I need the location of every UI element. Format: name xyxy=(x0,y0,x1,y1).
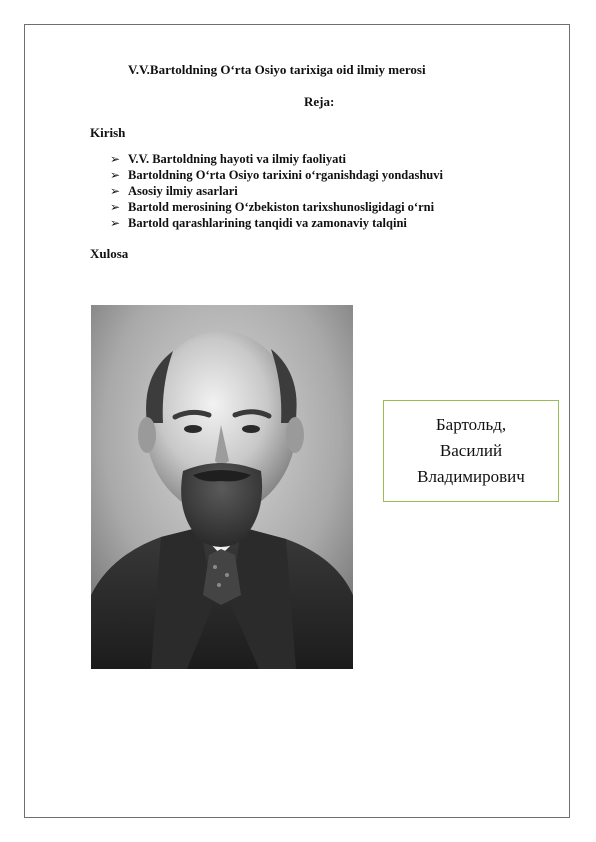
caption-patronymic: Владимирович xyxy=(417,467,525,486)
caption-first-name: Василий xyxy=(439,441,503,460)
plan-item-text: Asosiy ilmiy asarlari xyxy=(128,183,238,198)
plan-item-text: Bartold merosining O‘zbekiston tarixshunosligidagi o‘rni xyxy=(128,199,435,214)
plan-item-text: Bartoldning O‘rta Osiyo tarixini o‘rganishdagi yondashuvi xyxy=(128,167,443,182)
plan-item xyxy=(110,151,443,167)
document-title: V.V.Bartoldning O‘rta Osiyo tarixiga oid ilmiy merosi xyxy=(128,62,426,77)
arrow-bullet-icon: ➢ xyxy=(110,216,121,230)
caption-box xyxy=(383,400,559,502)
caption-surname: Бартольд, xyxy=(435,415,507,434)
plan-item xyxy=(110,183,443,199)
arrow-bullet-icon: ➢ xyxy=(110,200,121,214)
introduction-label: Kirish xyxy=(90,125,126,140)
plan-item xyxy=(110,215,443,231)
conclusion-label: Xulosa xyxy=(90,246,129,261)
plan-item xyxy=(110,167,443,183)
arrow-bullet-icon: ➢ xyxy=(110,152,121,166)
arrow-bullet-icon: ➢ xyxy=(110,168,121,182)
plan-list xyxy=(110,151,443,231)
arrow-bullet-icon: ➢ xyxy=(110,184,121,198)
plan-item xyxy=(110,199,443,215)
plan-heading: Reja: xyxy=(304,94,335,109)
portrait-illustration xyxy=(91,305,353,669)
plan-item-text: V.V. Bartoldning hayoti va ilmiy faoliyati xyxy=(128,151,346,166)
plan-item-text: Bartold qarashlarining tanqidi va zamonaviy talqini xyxy=(128,215,407,230)
portrait-photo xyxy=(91,305,353,669)
